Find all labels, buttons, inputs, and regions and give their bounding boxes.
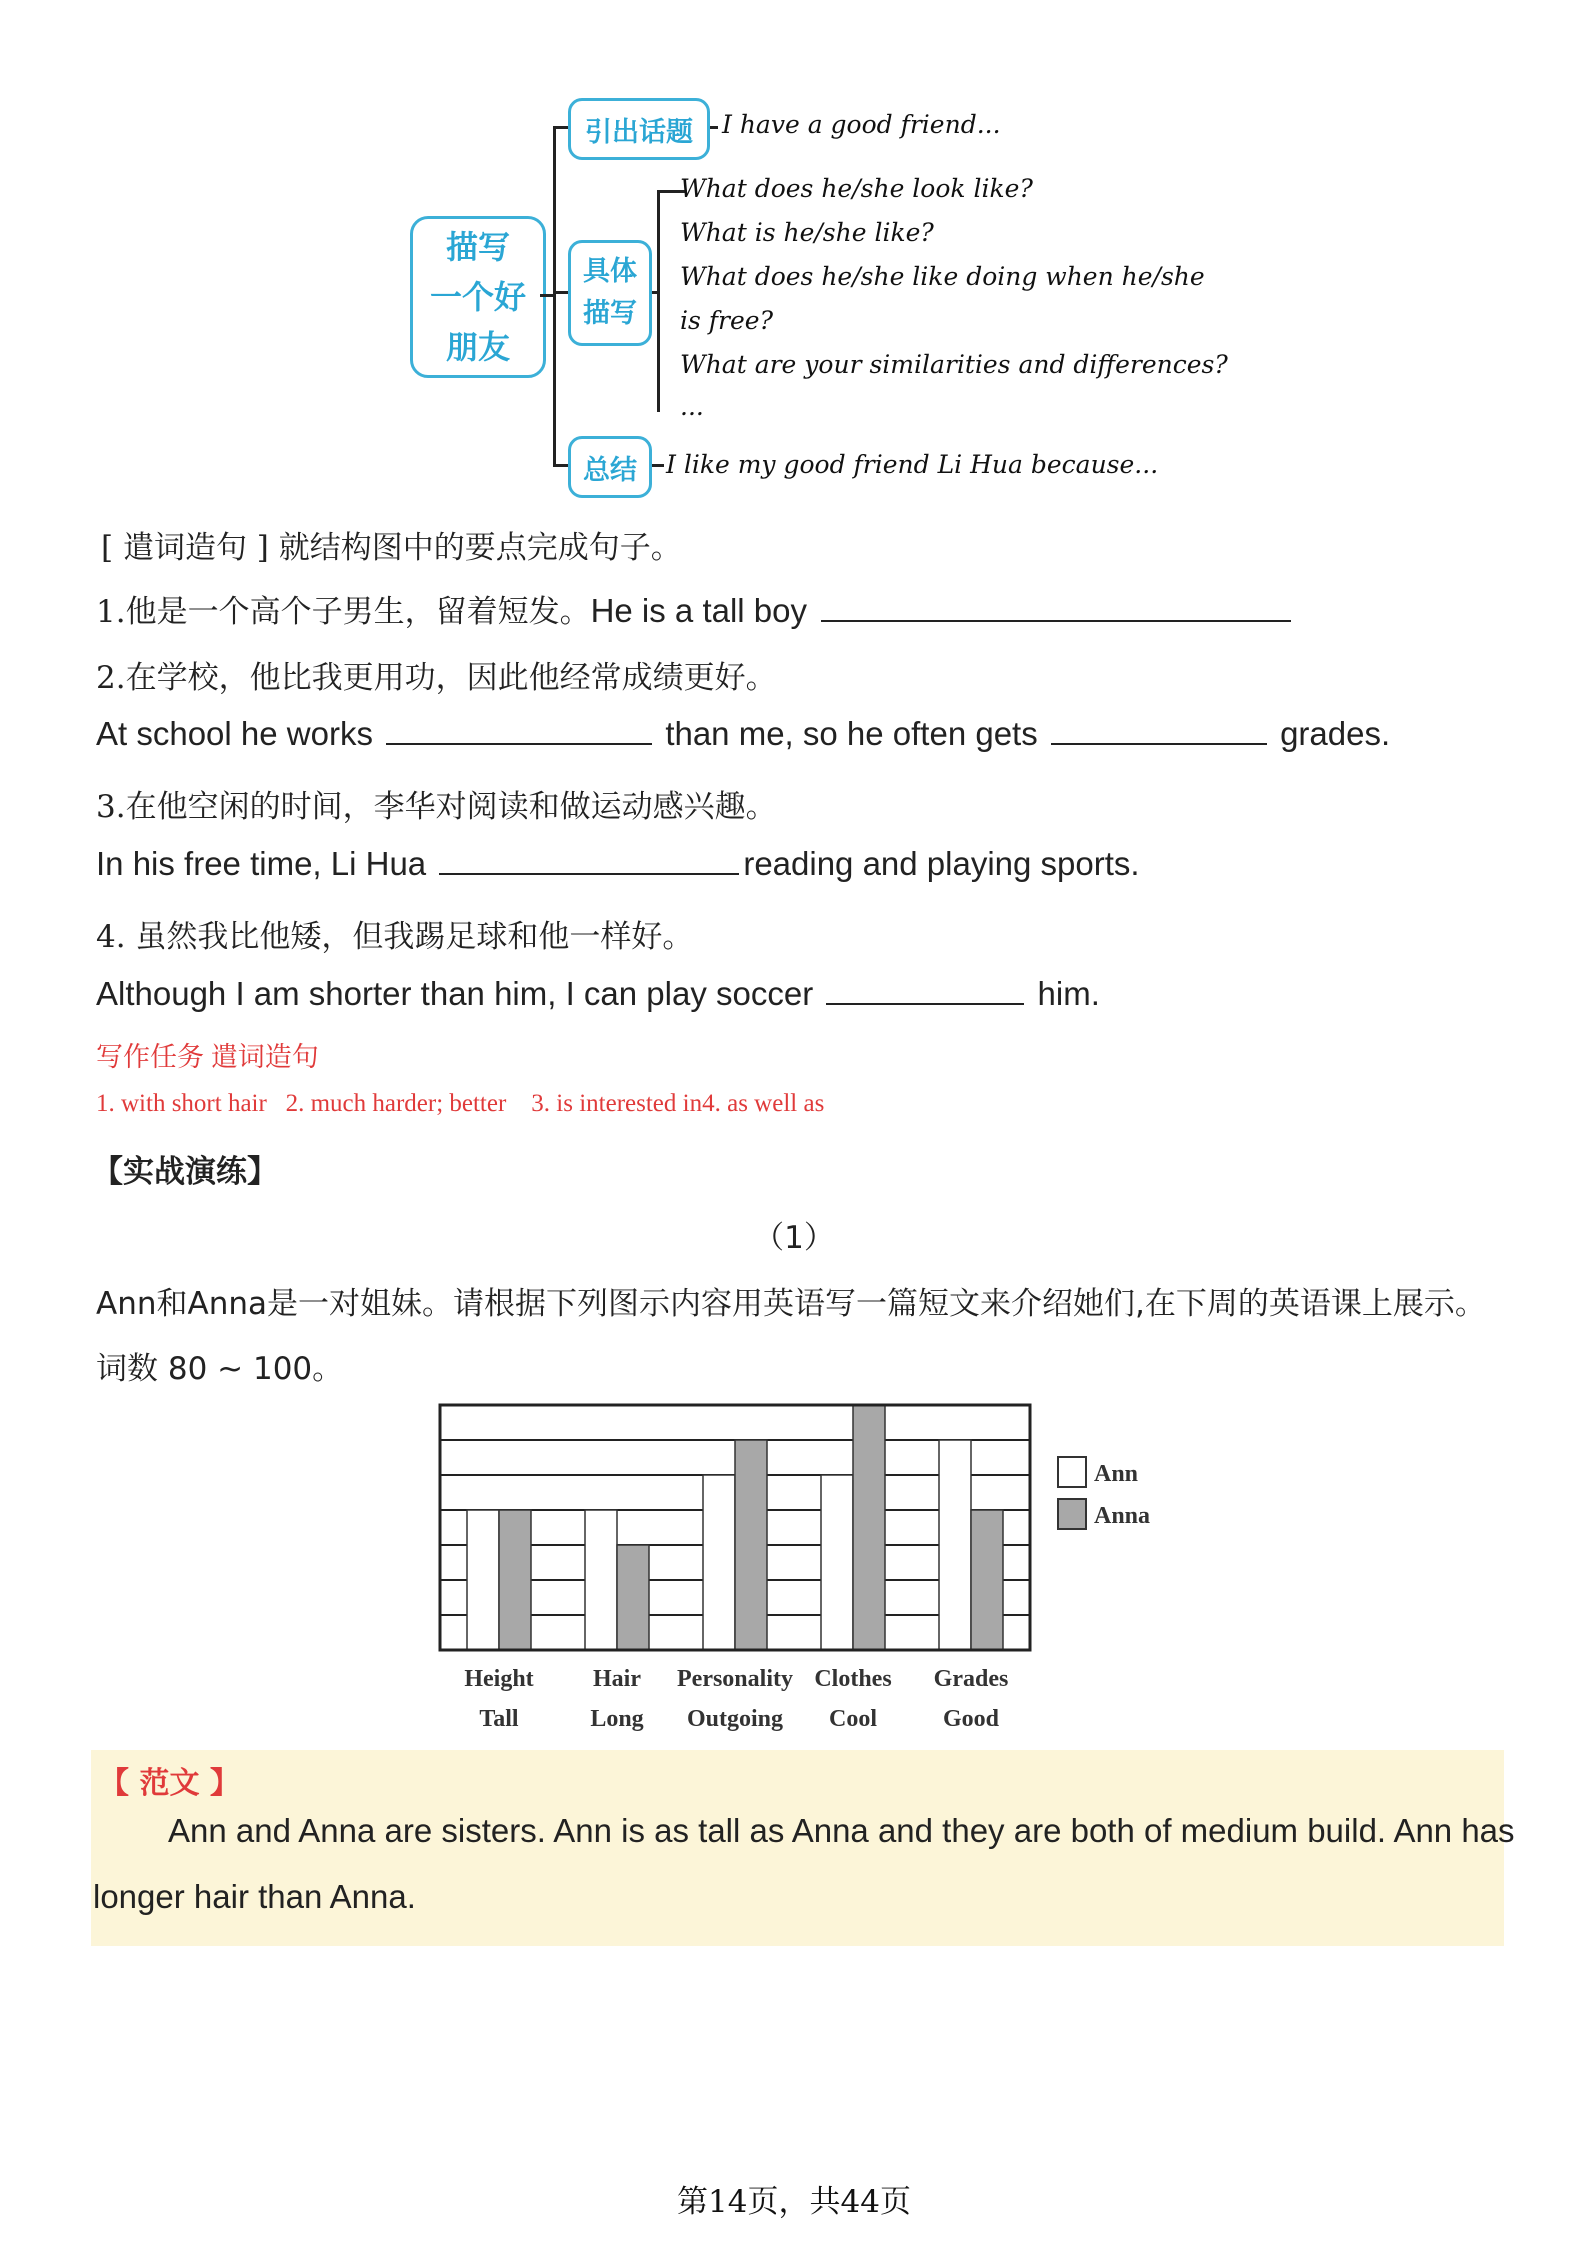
detail-label-line-2: 描写 (583, 298, 637, 329)
bar-ann-grades (939, 1440, 971, 1650)
detail-label-line-1: 具体 (583, 256, 637, 287)
practice-heading: 【实战演练】 (92, 1154, 278, 1190)
q2-english-a: At school he works (96, 715, 373, 752)
legend-label-anna: Anna (1094, 1503, 1151, 1529)
q2-blank-1 (386, 721, 652, 745)
q1-chinese: 1.他是一个高个子男生，留着短发。 (96, 594, 591, 630)
bar-anna-grades (971, 1510, 1003, 1650)
x-tick-sublabel: Tall (479, 1706, 519, 1732)
mind-map-root-line-2: 一个好 (429, 278, 526, 316)
q1-line (96, 586, 1295, 631)
detail-line-5: What are your similarities and differences? (680, 350, 1228, 379)
q3-english-a: In his free time, Li Hua (96, 845, 427, 882)
q2-english-b: than me, so he often gets (665, 715, 1038, 752)
mind-map-root-line-1: 描写 (445, 228, 510, 266)
legend-label-ann: Ann (1094, 1461, 1139, 1487)
legend-swatch-ann (1058, 1457, 1086, 1487)
page-footer: 第14页，共44页 (677, 2184, 911, 2220)
bar-ann-personality (703, 1475, 735, 1650)
bar-anna-hair (617, 1545, 649, 1650)
bar-anna-height (499, 1510, 531, 1650)
detail-line-4: is free? (680, 306, 773, 335)
connector (553, 126, 556, 466)
connector (657, 190, 660, 412)
q4-line (96, 975, 1100, 1013)
q4-english-b: him. (1037, 975, 1100, 1012)
q1-english: He is a tall boy (590, 592, 808, 629)
bar-ann-hair (585, 1510, 617, 1650)
q1-blank (821, 598, 1291, 622)
bar-ann-clothes (821, 1475, 853, 1650)
detail-line-1: What does he/she look like? (680, 174, 1033, 203)
x-tick-label: Height (464, 1666, 534, 1692)
q3-english-b: reading and playing sports. (743, 845, 1140, 882)
q4-english-a: Although I am shorter than him, I can play soccer (96, 975, 814, 1012)
x-tick-label: Grades (933, 1666, 1009, 1692)
x-tick-sublabel: Long (590, 1706, 644, 1732)
legend-swatch-anna (1058, 1499, 1086, 1529)
q3-chinese: 3.在他空闲的时间，李华对阅读和做运动感兴趣。 (96, 789, 777, 825)
practice-number: （1） (753, 1220, 835, 1256)
q2-chinese: 2.在学校，他比我更用功，因此他经常成绩更好。 (96, 660, 777, 696)
q2-line (96, 715, 1390, 753)
answers-label: 写作任务 遣词造句 (96, 1042, 319, 1072)
practice-prompt: Ann和Anna是一对姐妹。请根据下列图示内容用英语写一篇短文来介绍她们,在下周的英语课上展示。 (96, 1286, 1486, 1322)
answers-text: 1. with short hair 2. much harder; better 3. is interested in4. as well as (96, 1090, 825, 1117)
bar-ann-height (467, 1510, 499, 1650)
q4-chinese: 4. 虽然我比他矮，但我踢足球和他一样好。 (96, 919, 694, 955)
q4-blank (826, 981, 1024, 1005)
connector (540, 294, 554, 297)
essay-line-2: longer hair than Anna. (93, 1878, 416, 1915)
connector (553, 126, 568, 129)
mind-map-root-line-3: 朋友 (445, 328, 510, 366)
detail-line-2: What is he/she like? (680, 218, 934, 247)
connector (553, 464, 568, 467)
practice-word-count: 词数 80 ~ 100。 (96, 1351, 344, 1387)
model-essay (91, 1750, 1515, 1946)
mind-map-summary-text: I like my good friend Li Hua because... (666, 450, 1159, 479)
x-tick-sublabel: Outgoing (686, 1706, 784, 1732)
connector (553, 291, 568, 294)
q3-line (96, 845, 1140, 883)
detail-line-3: What does he/she like doing when he/she (680, 262, 1205, 291)
x-tick-sublabel: Good (942, 1706, 1000, 1732)
bar-chart (430, 1395, 1190, 1750)
x-tick-label: Hair (593, 1666, 641, 1692)
x-tick-sublabel: Cool (829, 1706, 877, 1732)
mind-map-root (410, 216, 546, 378)
q2-blank-2 (1051, 721, 1267, 745)
bar-anna-personality (735, 1440, 767, 1650)
x-tick-label: Personality (677, 1666, 793, 1692)
bar-anna-clothes (853, 1405, 885, 1650)
essay-tag: 【 范文 】 (99, 1766, 240, 1801)
mind-map-intro-text: I have a good friend... (722, 110, 1001, 139)
mind-map-detail-label (568, 240, 652, 346)
mind-map-intro-label: 引出话题 (568, 98, 710, 160)
q2-english-c: grades. (1280, 715, 1391, 752)
essay-line-1: Ann and Anna are sisters. Ann is as tall as Anna and they are both of medium build. Ann has (168, 1812, 1515, 1849)
mind-map-summary-label: 总结 (568, 436, 652, 498)
q3-blank (439, 851, 739, 875)
detail-line-6: ... (680, 392, 704, 421)
x-tick-label: Clothes (814, 1666, 892, 1692)
exercise-heading: [ 遣词造句 ] 就结构图中的要点完成句子。 (101, 530, 682, 566)
